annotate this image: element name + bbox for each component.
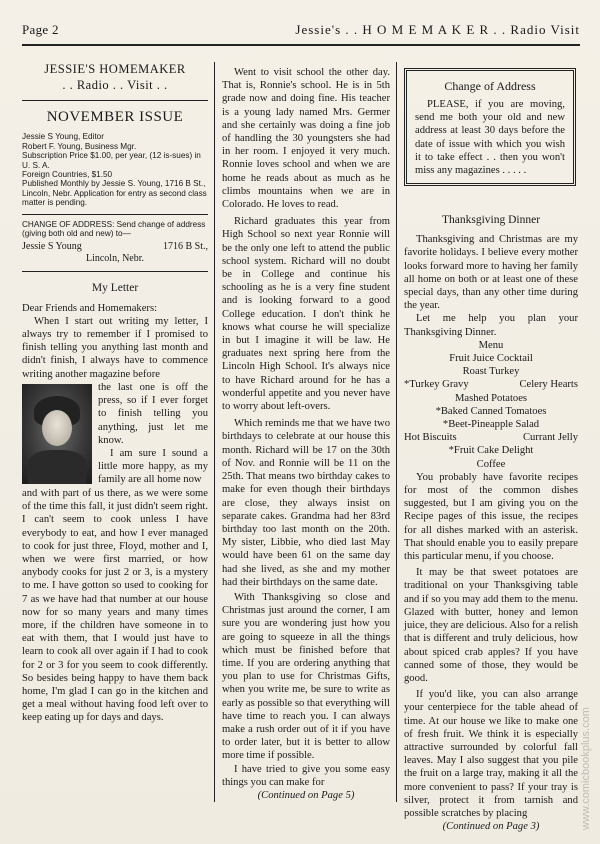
letter-paragraph-1b: the last one is off the press, so if I ever forget to finish telling you anything, just let me know. [98, 381, 208, 446]
mast-rule-3 [22, 271, 208, 272]
menu-item-8: *Fruit Cake Delight [448, 445, 534, 457]
mast-rule-2 [22, 214, 208, 215]
left-column [22, 62, 208, 725]
change-box-text: PLEASE, if you are moving, send me both your old and new address at least 30 days before the date of issue with which you wish it to take effect . . then you won't miss any magazines . . . . . [415, 99, 565, 177]
change-box-title: Change of Address [444, 79, 536, 93]
menu-item-3a: *Turkey Gravy [404, 379, 469, 391]
header-rule [22, 44, 580, 46]
magazine-subtitle: . . Radio . . Visit . . [62, 78, 168, 92]
address-name: Jessie S Young [22, 241, 82, 253]
publication-info: Published Monthly by Jessie S. Young, 1716 B St., Lincoln, Nebr. Application for entry as second class matter is pending. [22, 179, 207, 208]
middle-continued: (Continued on Page 5) [257, 789, 355, 801]
menu-item-7b: Currant Jelly [522, 432, 578, 444]
thanksgiving-paragraph-2: Let me help you plan your Thanksgiving Dinner. [404, 313, 578, 338]
menu-row-7 [404, 431, 578, 444]
mast-rule [22, 100, 208, 101]
thanksgiving-paragraph-5: If you'd like, you can also arrange your centerpiece for the table ahead of time. At our house we like to make one of fresh fruit. We think it is especially attractive surrounded by colorful fall leaves. May I also suggest that you pile the fruit on a large tray, making it all the more convenient to pass? If your tray is silver, protect it from tarnish and possible scratches by placing [404, 689, 578, 819]
middle-column [222, 66, 390, 802]
staff-business: Robert F. Young, Business Mgr. [22, 141, 137, 151]
thanksgiving-paragraph-4: It may be that sweet potatoes are traditional on your Thanksgiving table and if so you may add them to the menu. Glazed with butter, honey and lemon juice, they are delicious. Also for a relish that is different and truly delicious, how about spiced crab apples? If you have canned some of those, they would be good. [404, 567, 578, 684]
column-divider-left [214, 62, 215, 802]
subscription-price: Subscription Price $1.00, per year, (12 is-sues) in U. S. A. [22, 151, 201, 170]
thanksgiving-menu [404, 339, 578, 471]
portrait-face [42, 410, 72, 446]
middle-paragraph-5: I have tried to give you some easy things you can make for [222, 763, 390, 788]
menu-item-7a: Hot Biscuits [404, 432, 457, 444]
menu-item-4: Mashed Potatoes [454, 392, 528, 404]
watermark: www.comicbookplus.com [580, 707, 592, 830]
middle-paragraph-4: With Thanksgiving so close and Christmas just around the corner, I am sure you are wondering just how you are going to squeeze in all the things which must be finished before that time. If you are ordering anything that you plan to use for Christmas Gifts, when you write me, be sure to write as early as possible so that everything will have time to reach you. I can always make a rush order out of it if you have to order later, but it is better to allow more time if possible. [222, 591, 390, 762]
thanksgiving-title: Thanksgiving Dinner [441, 214, 541, 226]
page-header [22, 22, 580, 42]
magazine-name: JESSIE'S HOMEMAKER [44, 62, 186, 76]
menu-title: Menu [478, 339, 504, 351]
menu-item-3b: Celery Hearts [519, 379, 578, 391]
portrait-dress [28, 450, 86, 484]
letter-paragraph-1a: When I start out writing my letter, I always try to remember if I promised to finish telling you anything last month and didn't finish, I always have to commence writing another magazine before [22, 315, 208, 380]
staff-editor: Jessie S Young, Editor [22, 132, 104, 142]
running-title: Jessie's . . H O M E M A K E R . . Radio Visit [295, 22, 580, 37]
editor-portrait [22, 384, 92, 484]
address-city: Lincoln, Nebr. [85, 253, 145, 265]
middle-paragraph-2: Richard graduates this year from High School so next year Ronnie will be the only one left to attend the public school system. Richard will no doubt be in College and continue his schooling as he is a very fine student and is looking forward to a good College education. I don't think he knows what course he will specialize in but I imagine it will be law. He graduates next spring here from the Lincoln High School. It's always nice to have Richard around for he has a wonderful appetite and you never have to worry about left-overs. [222, 216, 390, 413]
middle-paragraph-1: Went to visit school the other day. That is, Ronnie's school. He is in 5th grade now and doing fine. His teacher is a young lady named Mrs. Germer and she certainly was doing a fine job of handling the 30 youngsters she had in her room. I enjoyed it very much. Ronnie loves school and when we are home he reads about as much as he climbs mountains when we are in Colorado. He loves to read. [222, 67, 390, 211]
change-notice: CHANGE OF ADDRESS: Send change of address (giving both old and new) to— [22, 219, 206, 239]
column-divider-right [396, 62, 397, 802]
menu-item-1: Fruit Juice Cocktail [449, 353, 533, 365]
change-of-address-box [404, 68, 576, 186]
address-street: 1716 B St., [162, 241, 208, 253]
menu-item-2: Roast Turkey [462, 366, 520, 378]
letter-paragraph-2a: I am sure I sound a little more happy, as my family are all home now [98, 447, 208, 486]
letter-title: My Letter [91, 282, 139, 295]
menu-item-5: *Baked Canned Tomatoes [435, 405, 547, 417]
thanksgiving-continued: (Continued on Page 3) [442, 821, 540, 833]
address-line-1 [22, 241, 208, 253]
thanksgiving-paragraph-3: You probably have favorite recipes for most of the common dishes suggested, but I am giving you on the Recipe pages of this issue, the recipes for all dishes marked with an asterisk. That should enable you to easily prepare this particular menu, if you choose. [404, 471, 578, 563]
right-column [404, 214, 578, 833]
middle-paragraph-3: Which reminds me that we have two birthdays to celebrate at our house this month. Richard will be 17 on the 30th of Nov. and Ronnie will be 11 on the 25th. That means two birthday cakes to make for even though their birthdays are close, they always insist on separate cakes. Grandma had her 83rd birthday too last month on the 20th. My sister, Libbie, who died last May would have been 61 on the same day had she lived, as she and my mother had their birthdays on the same date. [222, 418, 390, 588]
page-number: Page 2 [22, 22, 59, 37]
masthead [22, 62, 208, 92]
menu-item-6: *Beet-Pineapple Salad [442, 419, 540, 431]
thanksgiving-paragraph-1: Thanksgiving and Christmas are my favorite holidays. I believe every mother looks forward more to having her family all home on both or at least one of these special days, than any other time during the year. [404, 234, 578, 312]
menu-row-3 [404, 378, 578, 391]
letter-salutation: Dear Friends and Homemakers: [22, 302, 158, 314]
issue-title: NOVEMBER ISSUE [46, 109, 184, 126]
letter-paragraph-2b: and with part of us there, as we were some of the time this fall, it just didn't seem right. I can't seem to cook unless I have everybody to eat, and how I ever managed to cook for just three, Floyd, mother and I, when we were first married, or how anybody cooks for just 2 or 3, is a mystery to me. I have gotton so used to cooking for 7 as we have had that number at our house now for so many years and many times more, if the children have someone in to eat with them, that I would just have to learn to cook all over again if I had to cook for 2 or 3 for you seem to cook differently. So besides being happy to have them back home, I'm glad I can go in the kitchen and get a meal without having food left over to keep eating up for days and days. [22, 487, 208, 724]
foreign-price: Foreign Countries, $1.50 [22, 170, 113, 180]
menu-item-9: Coffee [476, 458, 506, 470]
